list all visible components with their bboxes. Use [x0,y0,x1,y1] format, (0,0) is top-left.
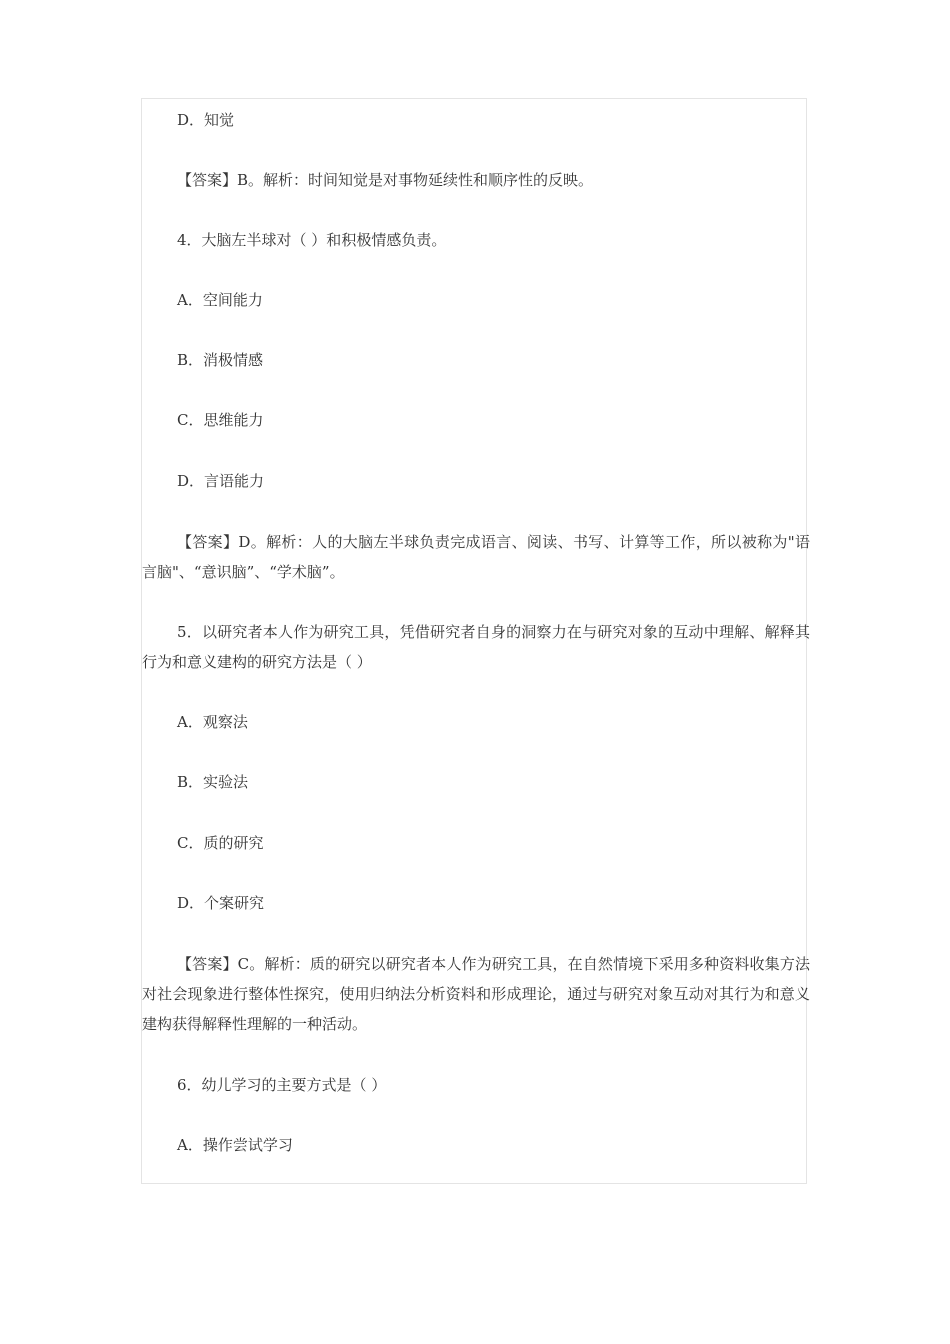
q5-answer: 【答案】C。解析：质的研究以研究者本人作为研究工具，在自然情境下采用多种资料收集方法对社会现象进行整体性探究，使用归纳法分析资料和形成理论，通过与研究对象互动对其行为和意义建构获得解释性理解的一种活动。 [142,955,810,1033]
q5-option-c: C．质的研究 [177,834,264,852]
q4-answer: 【答案】D。解析：人的大脑左半球负责完成语言、阅读、书写、计算等工作，所以被称为"语言脑"、“意识脑”、“学术脑”。 [142,533,810,581]
q5-option-a: A．观察法 [177,713,248,731]
q5-option-b: B．实验法 [177,773,249,791]
q4-option-a: A．空间能力 [177,291,263,309]
q4-option-b: B．消极情感 [177,351,264,369]
q4-option-d: D．言语能力 [177,472,265,490]
q4-question: 4．大脑左半球对（ ）和积极情感负责。 [177,231,447,249]
q3-option-d: D．知觉 [177,111,235,129]
q3-answer: 【答案】B。解析：时间知觉是对事物延续性和顺序性的反映。 [177,171,594,189]
q4-option-c: C．思维能力 [177,411,264,429]
q5-question: 5．以研究者本人作为研究工具，凭借研究者自身的洞察力在与研究对象的互动中理解、解释其行为和意义建构的研究方法是（ ） [142,623,810,671]
q6-option-a: A．操作尝试学习 [177,1136,293,1154]
q5-option-d: D．个案研究 [177,894,265,912]
q6-question: 6．幼儿学习的主要方式是（ ） [177,1076,387,1094]
